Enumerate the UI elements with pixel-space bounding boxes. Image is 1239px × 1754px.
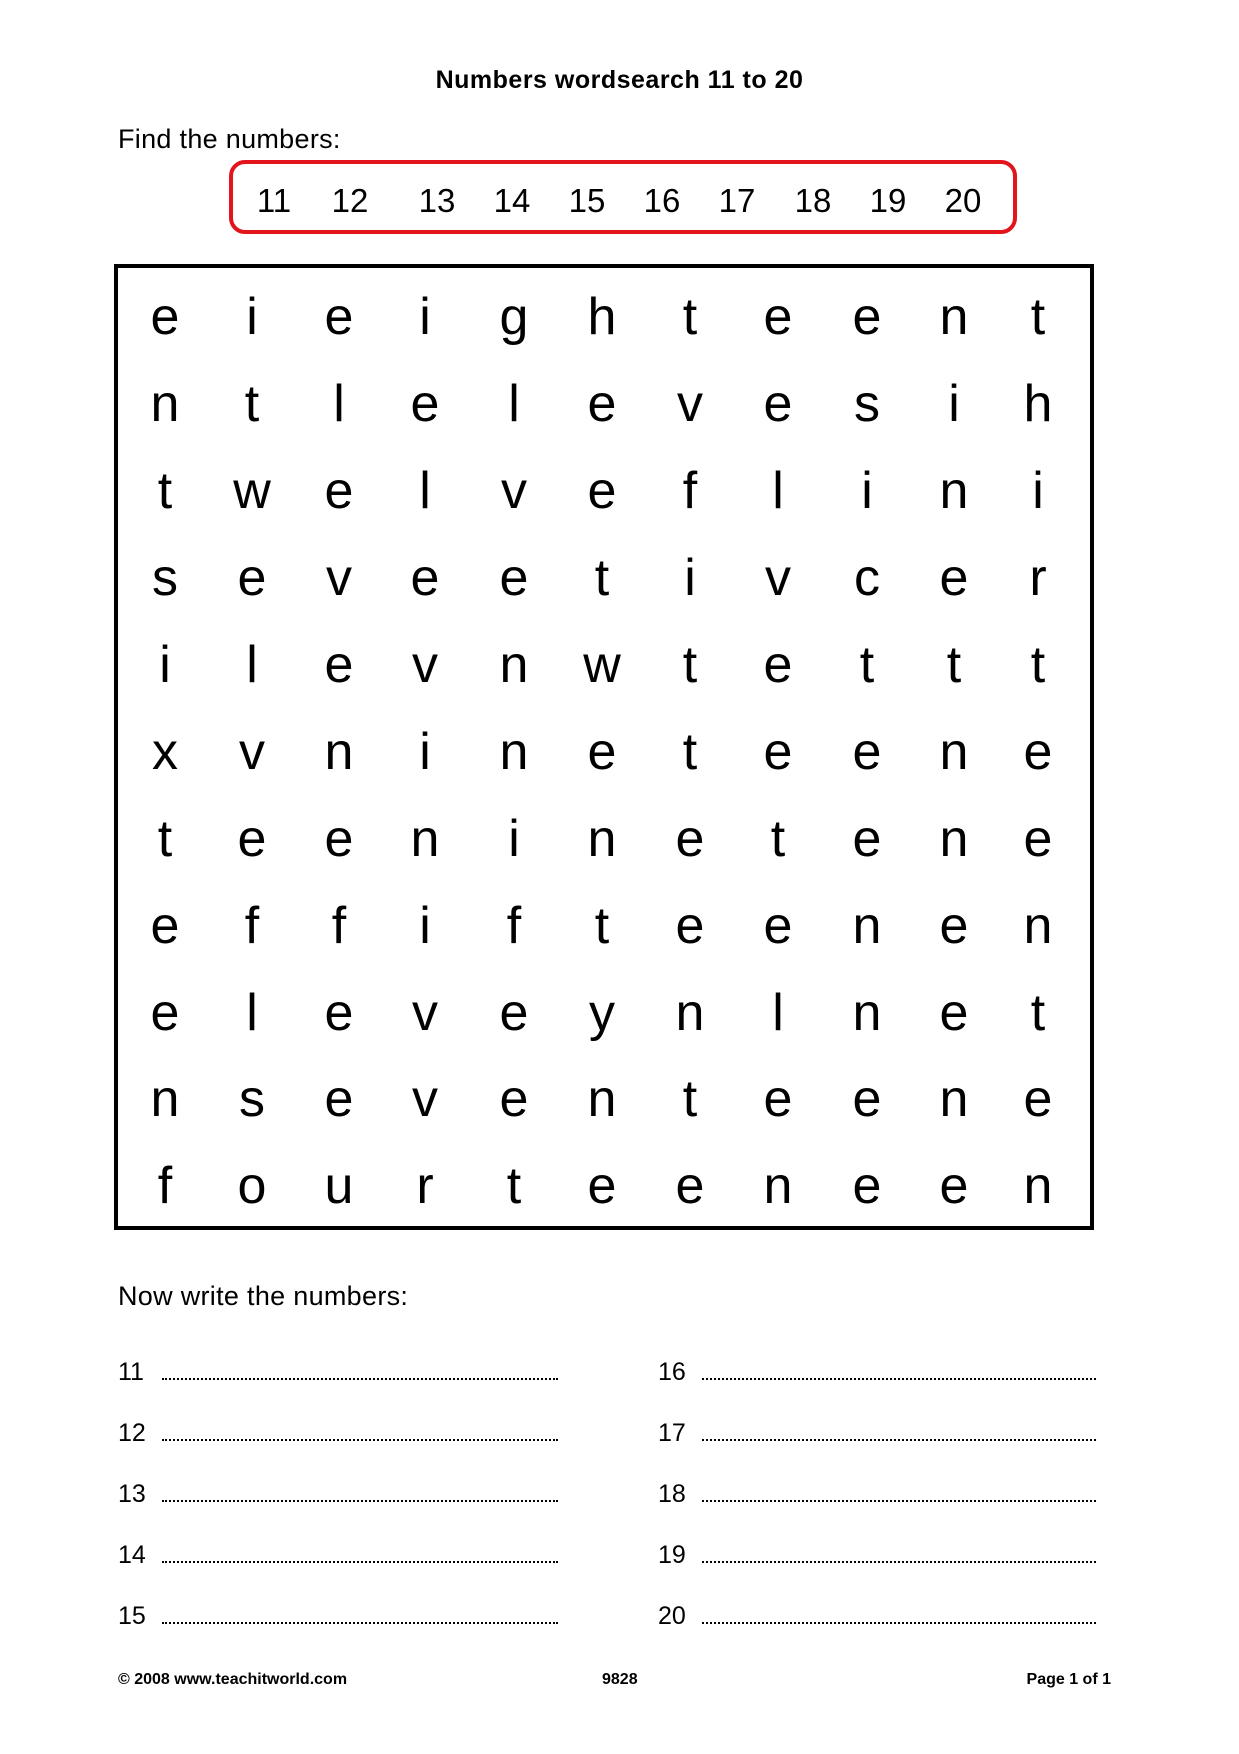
grid-letter: n xyxy=(852,984,882,1042)
grid-letter: l xyxy=(508,375,520,433)
grid-letter: n xyxy=(587,810,617,868)
answer-row xyxy=(658,1358,1096,1387)
grid-letter: r xyxy=(416,1157,434,1215)
answer-row xyxy=(118,1419,558,1448)
answer-number: 14 xyxy=(118,1541,146,1569)
grid-letter: t xyxy=(682,1070,698,1128)
grid-letter: e xyxy=(324,1070,354,1128)
grid-letter: w xyxy=(233,462,271,520)
answer-line[interactable] xyxy=(702,1421,1096,1441)
grid-letter: n xyxy=(587,1070,617,1128)
answer-number: 18 xyxy=(658,1480,686,1508)
grid-letter: n xyxy=(150,1070,180,1128)
grid-letter: t xyxy=(1030,984,1046,1042)
grid-letter: e xyxy=(1023,1070,1053,1128)
answer-number: 13 xyxy=(118,1480,146,1508)
grid-letter: i xyxy=(861,462,873,520)
grid-letter: i xyxy=(948,375,960,433)
grid-letter: e xyxy=(675,897,705,955)
grid-letter: i xyxy=(1032,462,1044,520)
grid-letter: i xyxy=(246,288,258,346)
grid-letter: t xyxy=(682,723,698,781)
grid-letter: t xyxy=(682,288,698,346)
target-number: 20 xyxy=(944,182,982,219)
grid-letter: e xyxy=(587,723,617,781)
target-number: 15 xyxy=(568,182,606,219)
grid-letter: f xyxy=(331,897,347,955)
grid-letter: u xyxy=(324,1157,354,1215)
grid-letter: i xyxy=(508,810,520,868)
grid-letter: e xyxy=(852,1070,882,1128)
grid-letter: e xyxy=(1023,723,1053,781)
grid-letter: n xyxy=(499,723,529,781)
target-number: 19 xyxy=(869,182,907,219)
grid-letter: y xyxy=(589,984,615,1042)
answer-line[interactable] xyxy=(162,1360,558,1380)
grid-letter: i xyxy=(159,636,171,694)
grid-letter: e xyxy=(237,810,267,868)
grid-letter: e xyxy=(675,1157,705,1215)
grid-letter: v xyxy=(765,549,791,607)
answer-row xyxy=(118,1602,558,1631)
grid-letter: n xyxy=(1023,897,1053,955)
grid-letter: e xyxy=(763,897,793,955)
find-instruction: Find the numbers: xyxy=(118,124,341,154)
grid-letter: e xyxy=(499,549,529,607)
answer-row xyxy=(658,1480,1096,1509)
page-title: Numbers wordsearch 11 to 20 xyxy=(435,66,804,94)
grid-letter: n xyxy=(939,462,969,520)
footer-copyright: © 2008 www.teachitworld.com xyxy=(118,1671,348,1688)
grid-letter: t xyxy=(946,636,962,694)
target-number: 17 xyxy=(718,182,756,219)
grid-letter: v xyxy=(677,375,703,433)
grid-letter: f xyxy=(157,1157,173,1215)
answer-line[interactable] xyxy=(702,1604,1096,1624)
grid-letter: t xyxy=(770,810,786,868)
grid-letter: e xyxy=(150,984,180,1042)
grid-letter: l xyxy=(419,462,431,520)
grid-letter: s xyxy=(239,1070,265,1128)
target-number: 18 xyxy=(794,182,832,219)
grid-letter: e xyxy=(237,549,267,607)
grid-letter: f xyxy=(682,462,698,520)
answer-line[interactable] xyxy=(162,1604,558,1624)
grid-letter: e xyxy=(587,462,617,520)
grid-letter: n xyxy=(852,897,882,955)
grid-letter: e xyxy=(410,549,440,607)
grid-letter: l xyxy=(772,462,784,520)
grid-letter: e xyxy=(324,288,354,346)
answer-row xyxy=(658,1419,1096,1448)
answer-number: 11 xyxy=(118,1358,144,1386)
grid-letter: r xyxy=(1029,549,1047,607)
grid-letter: n xyxy=(939,1070,969,1128)
grid-letter: w xyxy=(583,636,621,694)
grid-letter: n xyxy=(324,723,354,781)
grid-letter: e xyxy=(852,288,882,346)
grid-letter: e xyxy=(939,897,969,955)
grid-letter: l xyxy=(333,375,345,433)
grid-letter: s xyxy=(152,549,178,607)
grid-letter: i xyxy=(684,549,696,607)
grid-letter: n xyxy=(939,723,969,781)
grid-letter: i xyxy=(419,897,431,955)
answer-number: 20 xyxy=(658,1602,686,1630)
target-numbers-box xyxy=(229,160,1017,234)
grid-letter: e xyxy=(852,1157,882,1215)
target-number: 14 xyxy=(493,182,531,219)
grid-letter: t xyxy=(682,636,698,694)
grid-letter: e xyxy=(1023,810,1053,868)
grid-letter: h xyxy=(587,288,617,346)
wordsearch-grid xyxy=(114,264,1094,1230)
grid-letter: s xyxy=(854,375,880,433)
grid-letter: e xyxy=(939,984,969,1042)
grid-letter: e xyxy=(763,1070,793,1128)
grid-letter: n xyxy=(763,1157,793,1215)
grid-letter: v xyxy=(412,1070,438,1128)
grid-letter: n xyxy=(939,810,969,868)
answer-row xyxy=(658,1541,1096,1570)
grid-letter: e xyxy=(410,375,440,433)
grid-letter: e xyxy=(852,810,882,868)
grid-letter: l xyxy=(246,636,258,694)
target-number: 12 xyxy=(331,182,369,219)
grid-letter: n xyxy=(499,636,529,694)
grid-letter: n xyxy=(150,375,180,433)
grid-letter: h xyxy=(1023,375,1053,433)
answer-row xyxy=(658,1602,1096,1631)
grid-letter: e xyxy=(587,375,617,433)
answer-number: 16 xyxy=(658,1358,686,1386)
answer-line[interactable] xyxy=(702,1482,1096,1502)
grid-letter: v xyxy=(501,462,527,520)
grid-letter: i xyxy=(419,288,431,346)
answer-line[interactable] xyxy=(162,1482,558,1502)
answer-row xyxy=(118,1480,558,1509)
target-number: 11 xyxy=(256,182,292,219)
grid-letter: e xyxy=(324,636,354,694)
grid-letter: v xyxy=(412,984,438,1042)
grid-letter: e xyxy=(939,1157,969,1215)
grid-letter: f xyxy=(244,897,260,955)
answer-line[interactable] xyxy=(702,1360,1096,1380)
grid-letter: v xyxy=(239,723,265,781)
grid-letter: g xyxy=(499,288,529,346)
grid-letter: n xyxy=(675,984,705,1042)
grid-letter: t xyxy=(506,1157,522,1215)
grid-letter: e xyxy=(150,288,180,346)
answer-number: 15 xyxy=(118,1602,146,1630)
grid-letter: c xyxy=(854,549,880,607)
grid-letter: t xyxy=(1030,636,1046,694)
grid-letter: e xyxy=(763,636,793,694)
answer-number: 19 xyxy=(658,1541,686,1569)
grid-letter: e xyxy=(499,984,529,1042)
grid-letter: e xyxy=(324,984,354,1042)
grid-letter: t xyxy=(594,897,610,955)
grid-letter: e xyxy=(763,375,793,433)
grid-letter: i xyxy=(419,723,431,781)
target-number: 13 xyxy=(418,182,456,219)
grid-letter: e xyxy=(763,723,793,781)
target-number: 16 xyxy=(643,182,681,219)
grid-letter: t xyxy=(859,636,875,694)
answer-line[interactable] xyxy=(162,1543,558,1563)
answer-row xyxy=(118,1541,558,1570)
grid-letter: n xyxy=(1023,1157,1053,1215)
grid-letter: e xyxy=(763,288,793,346)
grid-letter: n xyxy=(939,288,969,346)
answer-line[interactable] xyxy=(162,1421,558,1441)
answer-line[interactable] xyxy=(702,1543,1096,1563)
footer-page-number: Page 1 of 1 xyxy=(1026,1671,1111,1688)
grid-letter: e xyxy=(324,462,354,520)
grid-letter: e xyxy=(324,810,354,868)
grid-letter: l xyxy=(772,984,784,1042)
grid-letter: e xyxy=(852,723,882,781)
grid-letter: t xyxy=(157,462,173,520)
grid-letter: l xyxy=(246,984,258,1042)
grid-letter: t xyxy=(157,810,173,868)
grid-letter: t xyxy=(594,549,610,607)
grid-letter: o xyxy=(237,1157,267,1215)
grid-letter: t xyxy=(1030,288,1046,346)
grid-letter: v xyxy=(326,549,352,607)
grid-letter: n xyxy=(410,810,440,868)
footer-code: 9828 xyxy=(602,1671,638,1688)
grid-letter: e xyxy=(587,1157,617,1215)
grid-letter: x xyxy=(152,723,178,781)
grid-letter: v xyxy=(412,636,438,694)
grid-letter: e xyxy=(499,1070,529,1128)
grid-letter: f xyxy=(506,897,522,955)
grid-letter: e xyxy=(939,549,969,607)
answer-number: 17 xyxy=(658,1419,686,1447)
grid-letter: t xyxy=(244,375,260,433)
write-instruction: Now write the numbers: xyxy=(118,1281,409,1311)
grid-letter: e xyxy=(150,897,180,955)
answer-number: 12 xyxy=(118,1419,146,1447)
answer-row xyxy=(118,1358,558,1387)
grid-letter: e xyxy=(675,810,705,868)
